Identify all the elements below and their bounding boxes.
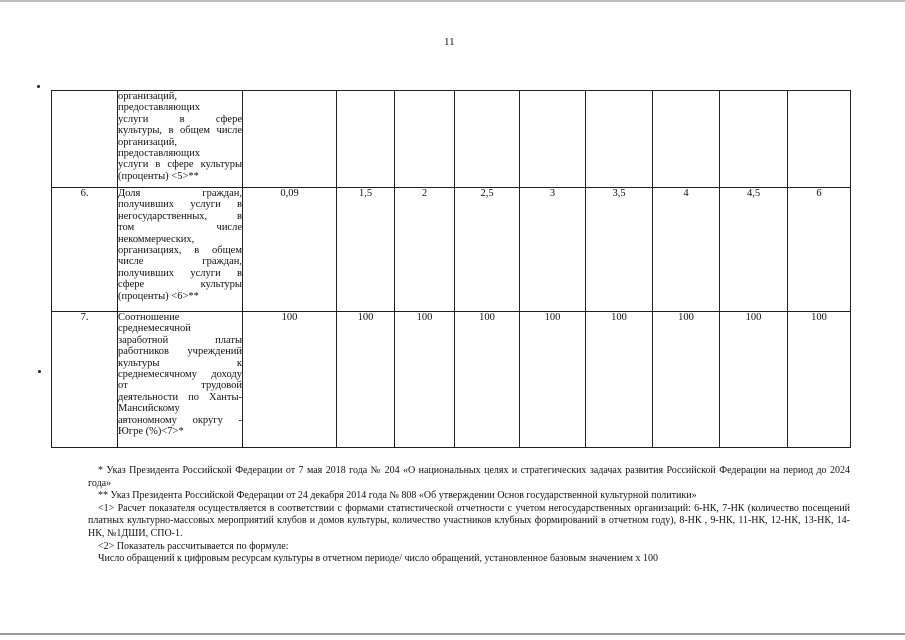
indicator-name-line: среднемесячному доходу <box>118 369 242 381</box>
page-number: 11 <box>444 36 455 48</box>
value-cell: 100 <box>653 312 720 448</box>
row-number: 7. <box>52 312 118 448</box>
table-row <box>52 312 851 448</box>
value-cell: 6 <box>788 188 851 312</box>
value-cell: 100 <box>586 312 653 448</box>
value-cell: 100 <box>395 312 455 448</box>
value-cell: 2 <box>395 188 455 312</box>
indicator-name-line: некоммерческих, <box>118 233 195 245</box>
value-cell <box>520 91 586 188</box>
value-cell <box>586 91 653 188</box>
indicator-name-line: работников учреждений <box>118 346 242 358</box>
indicator-name-line: Доля граждан, <box>118 188 242 199</box>
indicator-name-line: заработной платы <box>118 334 242 346</box>
value-cell <box>243 91 337 188</box>
footnote-5: Число обращений к цифровым ресурсам культуры в отчетном периоде/ число обращений, установленное базовым значением х 100 <box>98 553 658 565</box>
value-cell: 3 <box>520 188 586 312</box>
indicator-name-line: (проценты) <6>** <box>118 290 199 302</box>
value-cell: 100 <box>243 312 337 448</box>
value-cell: 0,09 <box>243 188 337 312</box>
value-cell: 3,5 <box>586 188 653 312</box>
indicator-name-line: сфере культуры <box>118 279 242 291</box>
value-cell <box>720 91 788 188</box>
indicator-name-line: Мансийскому <box>118 403 180 415</box>
value-cell: 100 <box>455 312 520 448</box>
table-row <box>52 91 851 188</box>
value-cell: 4,5 <box>720 188 788 312</box>
indicator-name-line: автономному округу - <box>118 414 242 426</box>
value-cell: 4 <box>653 188 720 312</box>
indicator-name-line: получивших услуги в <box>118 199 242 211</box>
indicator-name-line: числе граждан, <box>118 256 242 268</box>
value-cell: 100 <box>788 312 851 448</box>
footnote-4: <2> Показатель рассчитывается по формуле: <box>98 540 289 552</box>
indicator-name-line: предоставляющих <box>118 102 200 114</box>
indicator-name-line: предоставляющих <box>118 148 200 160</box>
indicator-name-line: получивших услуги в <box>118 267 242 279</box>
indicator-name-line: деятельности по Ханты- <box>118 391 242 403</box>
value-cell <box>337 91 395 188</box>
value-cell: 1,5 <box>337 188 395 312</box>
value-cell <box>395 91 455 188</box>
indicator-name-line: от трудовой <box>118 380 242 392</box>
indicator-name-line: том числе <box>118 222 242 234</box>
footnote-3: <1> Расчет показателя осуществляется в соответствии с формами статистической отчетности с учетом негосударственных организаций: 6-НК, 7-НК (количество посещений платных культурно-массовых мероприятий клубов и домов культуры, количество участников клубных формирований в отчетном году), 8-НК , 9-НК, 11-НК, 12-НК, 13-НК, 14-НК, №1ДШИ, СПО-1. <box>88 502 850 539</box>
indicator-name-line: Соотношение <box>118 312 180 323</box>
footnote-2: ** Указ Президента Российской Федерации от 24 декабря 2014 года № 808 «Об утверждении Основ государственной культурной политики» <box>98 490 697 502</box>
indicator-name-line: Югре (%)<7>* <box>118 426 184 438</box>
indicator-name-line: (проценты) <5>** <box>118 170 199 182</box>
row-number: 6. <box>52 188 118 312</box>
value-cell: 100 <box>337 312 395 448</box>
value-cell: 2,5 <box>455 188 520 312</box>
indicator-name-line: среднемесячной <box>118 323 191 335</box>
indicator-name-line: услуги в сфере культуры <box>118 159 242 171</box>
indicator-name <box>118 91 243 188</box>
scan-top-edge <box>0 0 905 2</box>
indicators-table <box>51 90 851 448</box>
indicator-name-line: организаций, <box>118 136 177 148</box>
footnotes <box>88 465 850 566</box>
value-cell <box>788 91 851 188</box>
value-cell <box>653 91 720 188</box>
value-cell <box>455 91 520 188</box>
table-row <box>52 188 851 312</box>
indicator-name-line: культуры к <box>118 357 242 369</box>
scan-dot <box>38 370 41 373</box>
indicator-name-line: организациях, в общем <box>118 245 242 257</box>
indicator-name <box>118 188 243 312</box>
indicator-name <box>118 312 243 448</box>
value-cell: 100 <box>720 312 788 448</box>
indicator-name-line: негосударственных, в <box>118 210 242 222</box>
scan-dot <box>37 85 40 88</box>
indicator-name-line: культуры, в общем числе <box>118 125 242 137</box>
indicator-name-line: организаций, <box>118 91 177 102</box>
value-cell: 100 <box>520 312 586 448</box>
row-number <box>52 91 118 188</box>
footnote-1: * Указ Президента Российской Федерации от 7 мая 2018 года № 204 «О национальных целях и стратегических задачах развития Российской Федерации на период до 2024 года» <box>88 465 850 489</box>
scan-bottom-edge <box>0 633 905 635</box>
indicator-name-line: услуги в сфере <box>118 113 242 125</box>
